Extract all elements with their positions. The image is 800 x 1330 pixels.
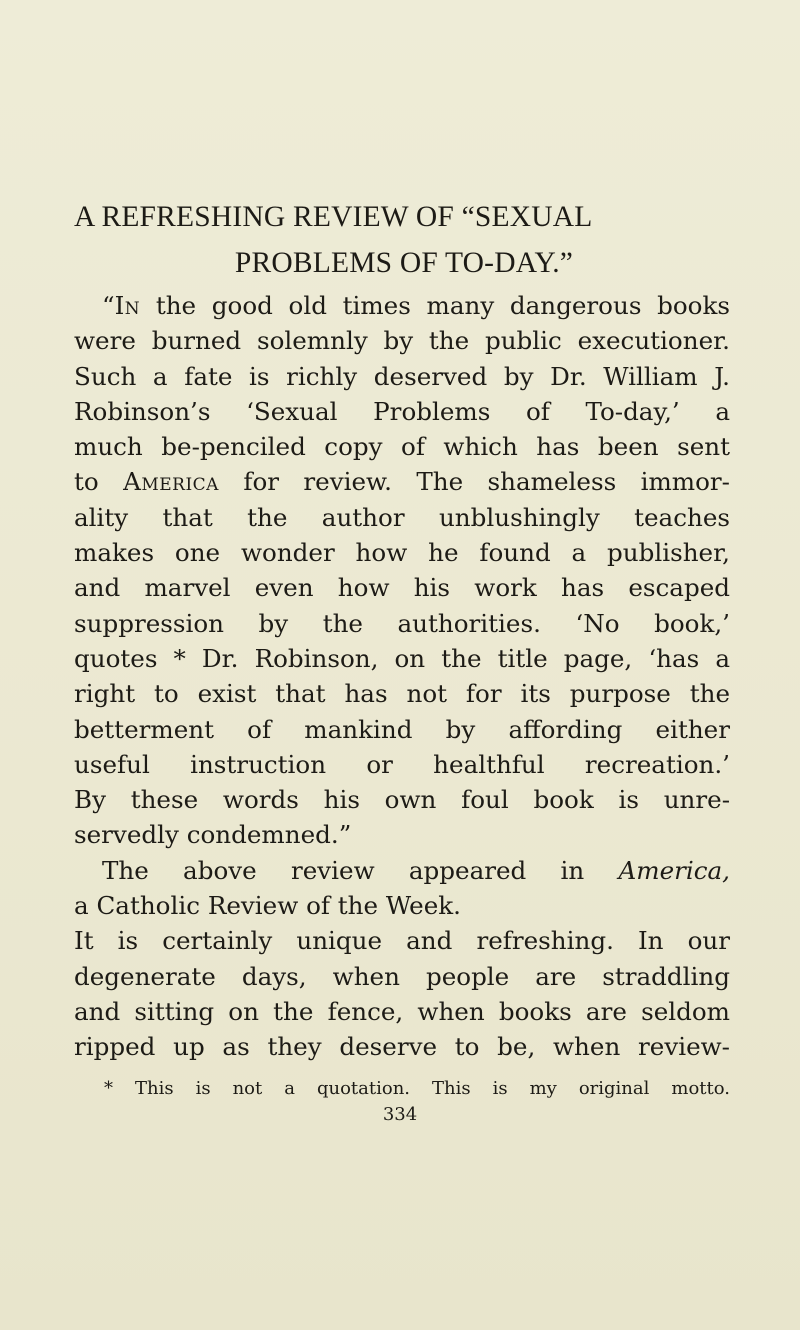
italic-word: America, xyxy=(618,855,730,885)
text-line: Such a fate is richly deserved by Dr. William J. xyxy=(74,361,730,391)
text-line: ality that the author unblushingly teaches xyxy=(74,502,730,532)
text-line: a Catholic Review of the Week. xyxy=(74,891,461,921)
text-line: quotes * Dr. Robinson, on the title page, ‘has a xyxy=(74,643,730,673)
text-line: “In the good old times many dangerous books xyxy=(102,291,730,320)
text-line: useful instruction or healthful recreation.’ xyxy=(74,749,730,779)
text-line: much be-penciled copy of which has been sent xyxy=(74,432,730,462)
body-text xyxy=(74,288,730,1065)
small-caps-word: America xyxy=(123,467,219,497)
text-line: makes one wonder how he found a publisher, xyxy=(74,538,730,568)
footnote: * This is not a quotation. This is my original motto. xyxy=(104,1078,730,1099)
chapter-heading-line-2: PROBLEMS OF TO-DAY.” xyxy=(234,247,574,279)
text-line: It is certainly unique and refreshing. In our xyxy=(74,926,730,956)
text-line: By these words his own foul book is unre- xyxy=(74,785,730,815)
text-line: were burned solemnly by the public executioner. xyxy=(74,326,730,356)
chapter-heading-line-1: A REFRESHING REVIEW OF “SEXUAL xyxy=(74,201,593,233)
text-line: ripped up as they deserve to be, when review- xyxy=(74,1032,730,1062)
text-line: The above review appeared in America, xyxy=(102,855,730,885)
text-line: betterment of mankind by affording either xyxy=(74,714,730,744)
small-caps-word: In xyxy=(114,291,141,320)
text-line: and sitting on the fence, when books are seldom xyxy=(74,996,730,1026)
text-line: Robinson’s ‘Sexual Problems of To-day,’ a xyxy=(74,396,730,426)
page-number: 334 xyxy=(382,1104,418,1125)
text-line: servedly condemned.” xyxy=(74,820,352,850)
text-line: right to exist that has not for its purpose the xyxy=(74,679,730,709)
text-line: suppression by the authorities. ‘No book,’ xyxy=(74,608,730,638)
text-line: to America for review. The shameless immor- xyxy=(74,467,730,497)
text-line: and marvel even how his work has escaped xyxy=(74,573,730,603)
text-line: degenerate days, when people are straddling xyxy=(74,961,730,991)
